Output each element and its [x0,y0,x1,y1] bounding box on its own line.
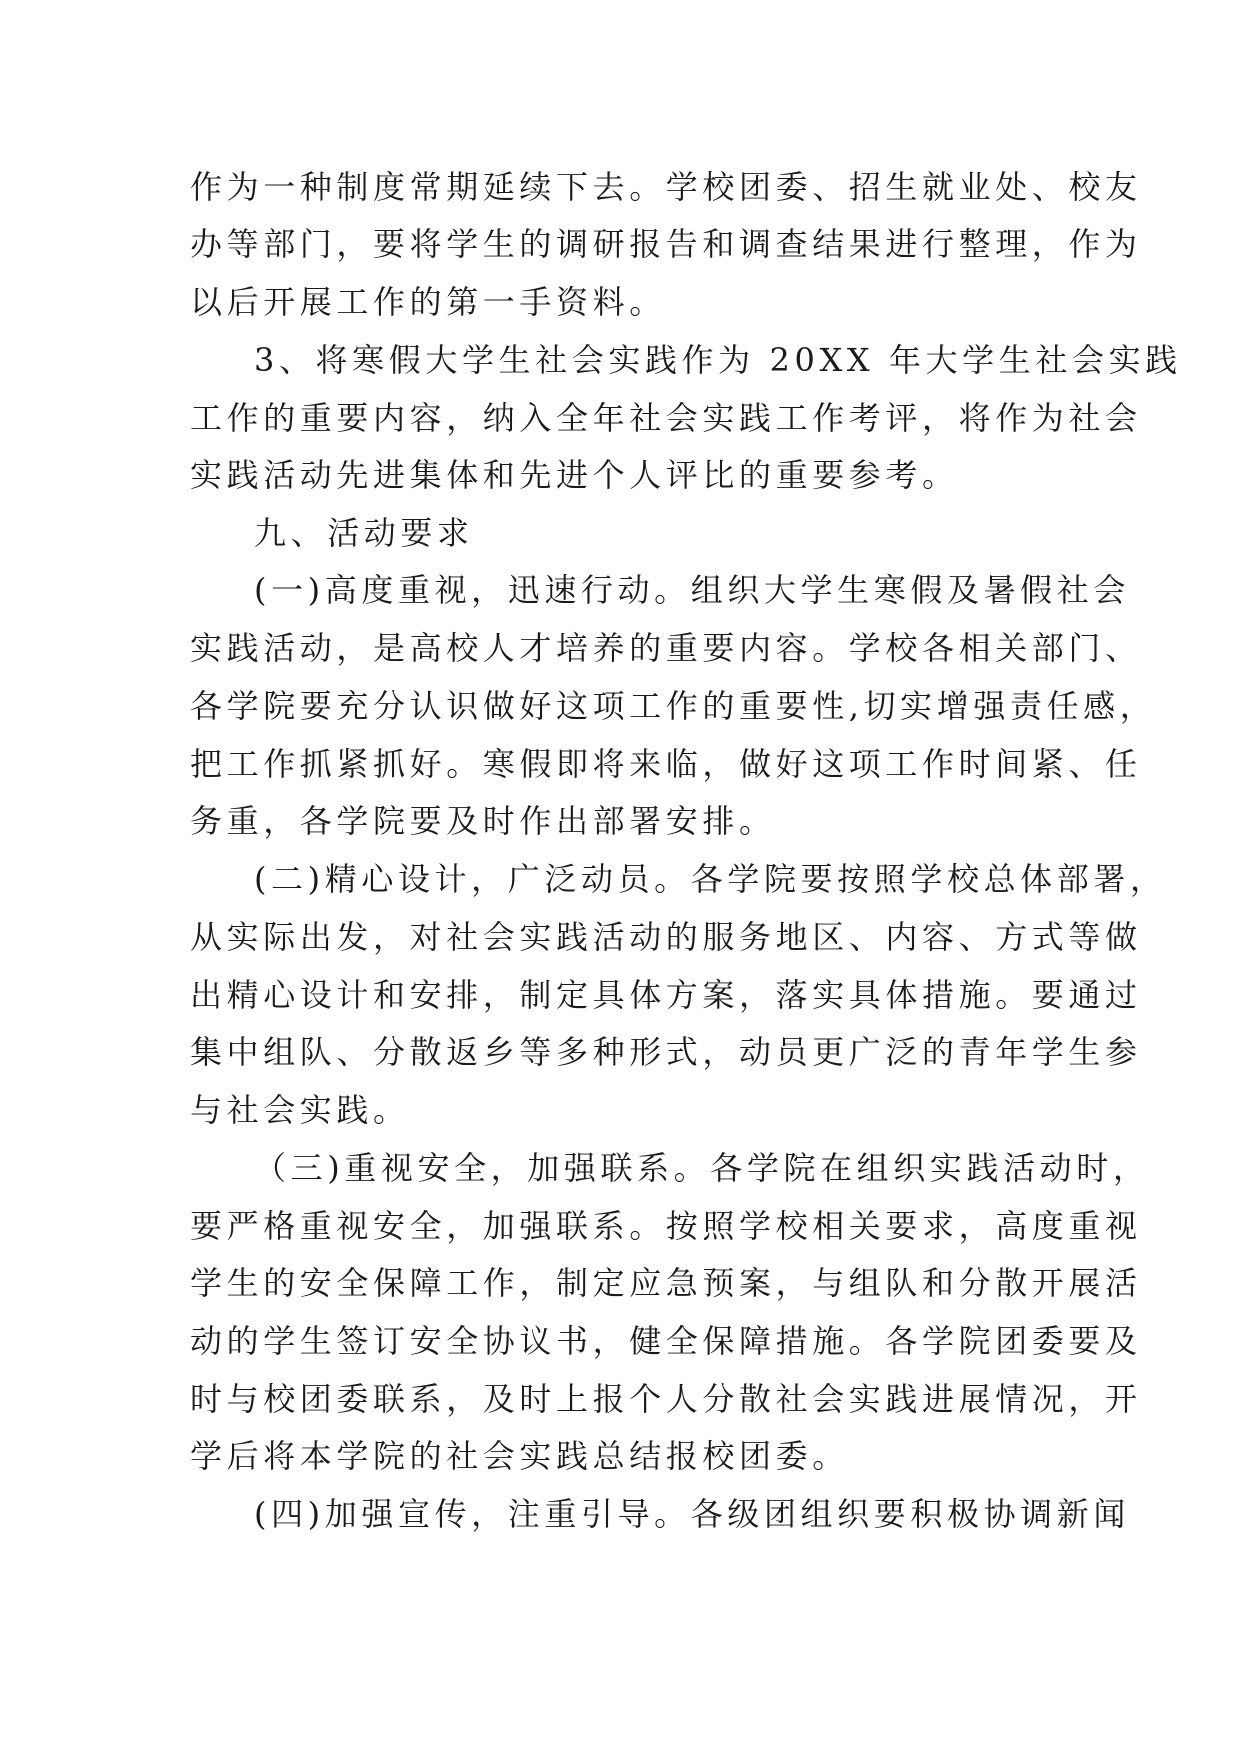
text-line: 务重，各学院要及时作出部署安排。 [190,802,776,840]
text-line: 实践活动先进集体和先进个人评比的重要参考。 [190,456,959,494]
text-line: 从实际出发，对社会实践活动的服务地区、内容、方式等做 [190,918,1142,956]
text-line: (二)精心设计，广泛动员。各学院要按照学校总体部署， [254,860,1167,898]
text-line: 要严格重视安全，加强联系。按照学校相关要求，高度重视 [190,1207,1142,1245]
text-line: 3、将寒假大学生社会实践作为 20XX 年大学生社会实践 [254,341,1182,379]
text-line: 学生的安全保障工作，制定应急预案，与组队和分散开展活 [190,1264,1142,1302]
text-line: (四)加强宣传，注重引导。各级团组织要积极协调新闻 [254,1495,1130,1533]
text-line: 办等部门，要将学生的调研报告和调查结果进行整理，作为 [190,225,1142,263]
text-line: 时与校团委联系，及时上报个人分散社会实践进展情况，开 [190,1380,1142,1418]
section-heading: 九、活动要求 [254,514,474,552]
text-line: 把工作抓紧抓好。寒假即将来临，做好这项工作时间紧、任 [190,745,1142,783]
text-line: 集中组队、分散返乡等多种形式，动员更广泛的青年学生参 [190,1033,1142,1071]
text-line: 动的学生签订安全协议书，健全保障措施。各学院团委要及 [190,1322,1142,1360]
text-line: 与社会实践。 [190,1091,410,1129]
text-line: (一)高度重视，迅速行动。组织大学生寒假及暑假社会 [254,571,1130,609]
text-line: 工作的重要内容，纳入全年社会实践工作考评，将作为社会 [190,399,1142,437]
text-line: 学后将本学院的社会实践总结报校团委。 [190,1437,849,1475]
text-line: 实践活动，是高校人才培养的重要内容。学校各相关部门、 [190,629,1142,667]
text-line: 各学院要充分认识做好这项工作的重要性,切实增强责任感， [190,687,1157,725]
text-line: （三)重视安全，加强联系。各学院在组织实践活动时， [254,1149,1150,1187]
text-line: 出精心设计和安排，制定具体方案，落实具体措施。要通过 [190,976,1142,1014]
text-line: 以后开展工作的第一手资料。 [190,283,666,321]
text-line: 作为一种制度常期延续下去。学校团委、招生就业处、校友 [190,168,1142,206]
